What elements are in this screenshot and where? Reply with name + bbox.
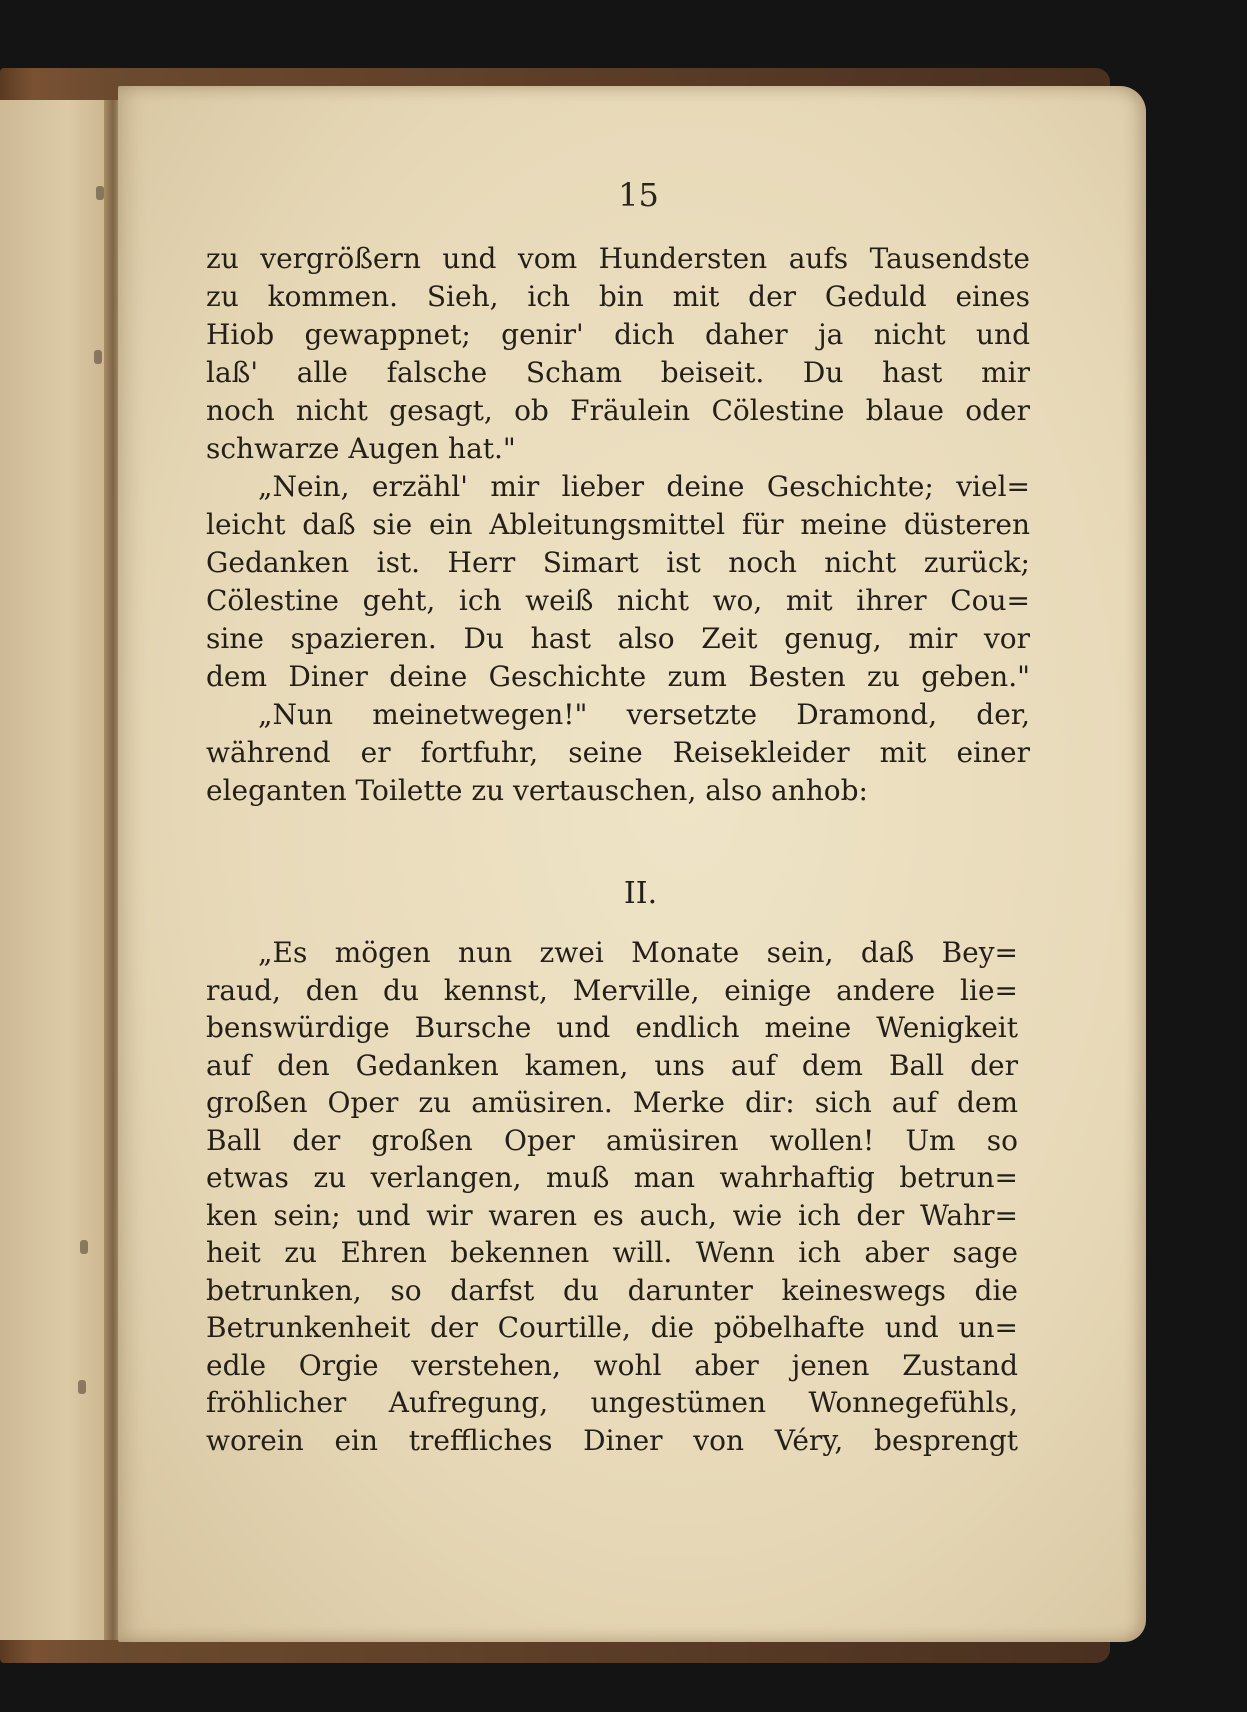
left-page-edge — [0, 100, 112, 1640]
text-line: eleganten Toilette zu vertauschen, also anhob: — [206, 774, 868, 807]
text-line: raud, den du kennst, Merville, einige andere lie= — [206, 973, 1018, 1007]
body-text-top — [206, 240, 1030, 810]
section-heading: II. — [623, 876, 658, 911]
text-line: Gedanken ist. Herr Simart ist noch nicht zurück; — [206, 546, 1030, 579]
text-line: zu kommen. Sieh, ich bin mit der Geduld eines — [206, 280, 1030, 313]
text-line: etwas zu verlangen, muß man wahrhaftig betrun= — [206, 1161, 1018, 1194]
binding-mark — [78, 1380, 86, 1394]
text-line: ken sein; und wir waren es auch, wie ich der Wahr= — [206, 1198, 1018, 1232]
text-line: Hiob gewappnet; genir' dich daher ja nicht und — [206, 318, 1030, 351]
text-line: zu vergrößern und vom Hundersten aufs Tausendste — [206, 242, 1030, 275]
binding-mark — [80, 1240, 88, 1254]
text-line: „Nun meinetwegen!" versetzte Dramond, der, — [258, 698, 1030, 731]
text-line: noch nicht gesagt, ob Fräulein Cölestine blaue oder — [206, 394, 1030, 427]
text-line: schwarze Augen hat." — [206, 432, 516, 465]
text-line: „Nein, erzähl' mir lieber deine Geschichte; viel= — [258, 470, 1030, 503]
text-line: benswürdige Bursche und endlich meine Wenigkeit — [206, 1011, 1018, 1044]
text-line: großen Oper zu amüsiren. Merke dir: sich auf dem — [206, 1086, 1018, 1119]
text-line: betrunken, so darfst du darunter keineswegs die — [206, 1273, 1018, 1307]
text-line: Cölestine geht, ich weiß nicht wo, mit ihrer Cou= — [206, 584, 1030, 617]
binding-mark — [94, 350, 102, 364]
text-line: Betrunkenheit der Courtille, die pöbelhafte und un= — [206, 1311, 1018, 1344]
text-line: sine spazieren. Du hast also Zeit genug, mir vor — [206, 622, 1030, 655]
text-line: dem Diner deine Geschichte zum Besten zu geben." — [206, 660, 1030, 693]
text-line: Ball der großen Oper amüsiren wollen! Um so — [206, 1123, 1018, 1157]
text-line: worein ein treffliches Diner von Véry, besprengt — [206, 1423, 1018, 1457]
text-line: edle Orgie verstehen, wohl aber jenen Zustand — [206, 1348, 1018, 1382]
text-line: „Es mögen nun zwei Monate sein, daß Bey= — [258, 936, 1018, 969]
text-line: während er fortfuhr, seine Reisekleider mit einer — [206, 736, 1030, 769]
body-text-bottom — [206, 934, 1018, 1459]
text-line: leicht daß sie ein Ableitungsmittel für meine düsteren — [206, 508, 1030, 541]
text-line: auf den Gedanken kamen, uns auf dem Ball der — [206, 1048, 1018, 1082]
page-number: 15 — [618, 176, 659, 214]
text-line: fröhlicher Aufregung, ungestümen Wonnegefühls, — [206, 1386, 1018, 1419]
text-line: heit zu Ehren bekennen will. Wenn ich aber sage — [206, 1236, 1018, 1269]
text-line: laß' alle falsche Scham beiseit. Du hast mir — [206, 356, 1030, 389]
